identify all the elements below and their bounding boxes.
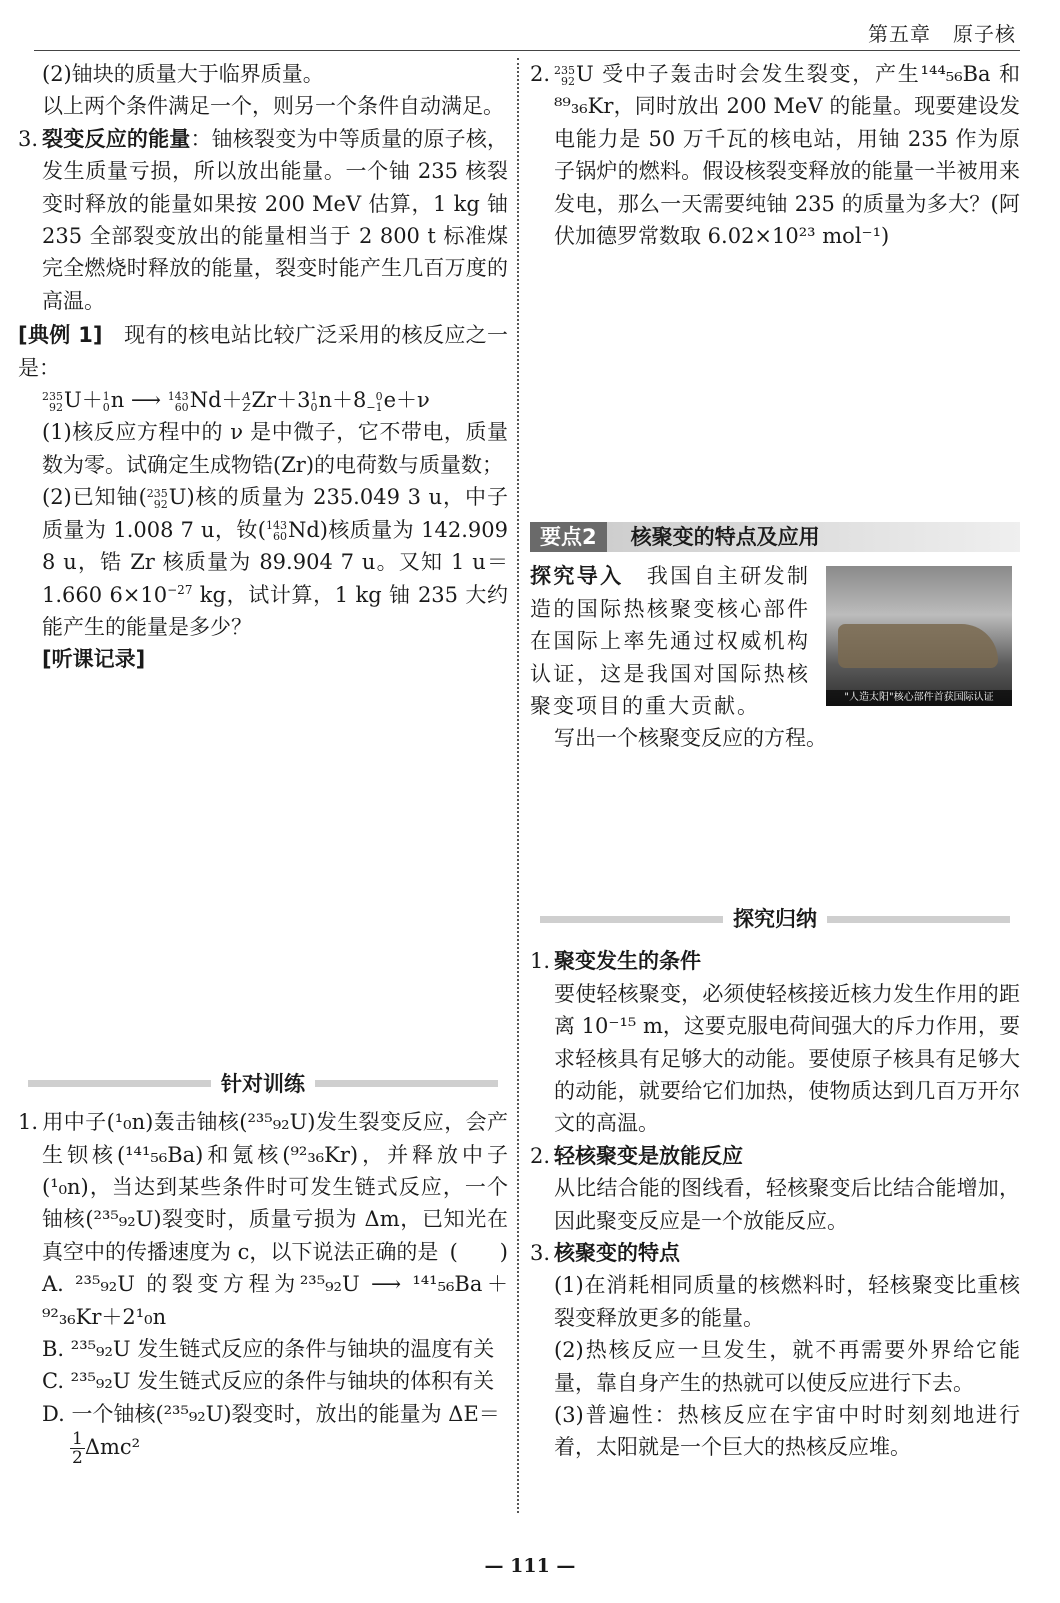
photo-caption: "人造太阳"核心部件首获国际认证	[826, 690, 1012, 706]
summary-3-title: 3. 核聚变的特点	[530, 1240, 680, 1265]
listen-record: [听课记录]	[42, 647, 146, 672]
question-2: 2. 235 92 U 受中子轰击时会发生裂变，产生¹⁴⁴₅₆Ba 和⁸⁹₃₆Kr，同时放出 200 MeV 的能量。现要建设发电能力是 50 万千瓦的核电站，用铀 235 作为原子锅炉的燃料。假设核裂变释放的能量一半被用来发电，那么一天需要纯铀 235 的质量为多大？(阿伏加德罗常数取 6.02×10²³ mol⁻¹)	[530, 62, 1020, 249]
summary-title: 探究归纳	[530, 903, 1020, 935]
chapter-title: 原子核	[953, 22, 1016, 46]
item-3: 3. 裂变反应的能量：铀核裂变为中等质量的原子核，发生质量亏损，所以放出能量。一个铀 235 核裂变时释放的能量如果按 200 MeV 估算，1 kg 铀 235 全部裂变放出的能量相当于 2 800 t 标准煤完全燃烧时释放的能量，裂变时能产生几百万度的高温。	[18, 126, 509, 313]
page-number: — 111 —	[484, 1555, 576, 1577]
item-3-title: 裂变反应的能量	[42, 126, 191, 151]
option-d-formula: $\frac{1}{2}$ Δmc²	[72, 1429, 141, 1469]
summary-2-title: 2. 轻核聚变是放能反应	[530, 1143, 743, 1168]
example-q1: (1)核反应方程中的 ν 是中微子，它不带电，质量数为零。试确定生成物锆(Zr)的电荷数与质量数；	[42, 420, 508, 477]
summary-1-text: 要使轻核聚变，必须使轻核接近核力发生作用的距离 10⁻¹⁵ m，这要克服电荷间强大的斥力作用，要求轻核具有足够大的动能。要使原子核具有足够大的动能，就要给它们加热，使物质达到几百万开尔文的高温。	[554, 981, 1020, 1136]
reaction-equation: 235 92 U＋ 1 0 n ⟶ 143 60 Nd＋ A Z Zr＋3 1 0 n＋8 0 −1 e＋ν	[42, 388, 430, 414]
summary-3-p3: (3)普遍性：热核反应在宇宙中时时刻刻地进行着，太阳就是一个巨大的热核反应堆。	[554, 1402, 1020, 1460]
answer-blank: ( )	[449, 1239, 508, 1264]
key-point-title: 核聚变的特点及应用	[630, 525, 820, 550]
option-c: C. ²³⁵₉₂U 发生链式反应的条件与铀块的体积有关	[42, 1369, 495, 1394]
example-tag: [典例 1]	[18, 323, 103, 348]
example-1	[18, 319, 508, 384]
training-title: 针对训练	[18, 1068, 508, 1100]
option-b: B. ²³⁵₉₂U 发生链式反应的条件与铀块的温度有关	[42, 1336, 495, 1361]
key-point-label: 要点2	[530, 522, 607, 552]
summary-1-title: 1. 聚变发生的条件	[530, 949, 701, 974]
summary-3-p1: (1)在消耗相同质量的核燃料时，轻核聚变比重核裂变释放更多的能量。	[554, 1273, 1020, 1330]
right-column	[530, 58, 1020, 1464]
example-intro: 现有的核电站比较广泛采用的核反应之一是：	[18, 323, 509, 380]
inquiry-tag: 探究导入	[530, 564, 624, 589]
condition-note: 以上两个条件满足一个，则另一个条件自动满足。	[42, 94, 504, 119]
key-point-banner	[530, 522, 1020, 552]
summary-3-p2: (2)热核反应一旦发生，就不再需要外界给它能量，靠自身产生的热就可以使反应进行下去。	[554, 1338, 1020, 1395]
inquiry-question: 写出一个核聚变反应的方程。	[554, 726, 827, 751]
header-rule	[34, 50, 1020, 51]
column-divider	[517, 58, 519, 1513]
training-q1: 1. 用中子(¹₀n)轰击铀核(²³⁵₉₂U)发生裂变反应，会产生钡核(¹⁴¹₅₆Ba)和氪核(⁹²₃₆Kr)，并释放中子(¹₀n)，当达到某些条件时可发生链式反应，一个铀核(²³⁵₉₂U)裂变时，质量亏损为 Δm，已知光在真空中的传播速度为 c，以下说法正确的是 ( )	[18, 1106, 508, 1268]
option-a: A. ²³⁵₉₂U 的裂变方程为²³⁵₉₂U ⟶ ¹⁴¹₅₆Ba＋⁹²₃₆Kr＋2¹₀n	[42, 1272, 508, 1329]
chapter-label: 第五章	[868, 22, 931, 46]
condition-2: (2)铀块的质量大于临界质量。	[42, 62, 324, 86]
summary-2-text: 从比结合能的图线看，轻核聚变后比结合能增加，因此聚变反应是一个放能反应。	[554, 1176, 1020, 1233]
option-d: D. 一个铀核(²³⁵₉₂U)裂变时，放出的能量为 ΔE＝	[42, 1401, 500, 1426]
item-3-text: ：铀核裂变为中等质量的原子核，发生质量亏损，所以放出能量。一个铀 235 核裂变时释放的能量如果按 200 MeV 估算，1 kg 铀 235 全部裂变放出的能量相当于 2 800 t 标准煤完全燃烧时释放的能量，裂变时能产生几百万度的高温。	[42, 126, 509, 313]
example-q2: (2)已知铀( 235 92 U)核的质量为 235.049 3 u，中子质量为 1.008 7 u，钕( 143 60 Nd)核质量为 142.909 8 u，锆 Zr 核质量为 89.904 7 u。又知 1 u＝1.660 $6\times 10^{-27}$ kg，试计算，1 kg 铀 235 大约能产生的能量是多少？	[42, 485, 508, 639]
inquiry-intro: 探究导入 我国自主研发制造的国际热核聚变核心部件在国际上率先通过权威机构认证，这是我国对国际热核聚变项目的重大贡献。	[530, 564, 811, 719]
page-header	[846, 18, 1016, 47]
fusion-component-photo	[826, 566, 1012, 706]
left-column	[18, 58, 508, 1467]
